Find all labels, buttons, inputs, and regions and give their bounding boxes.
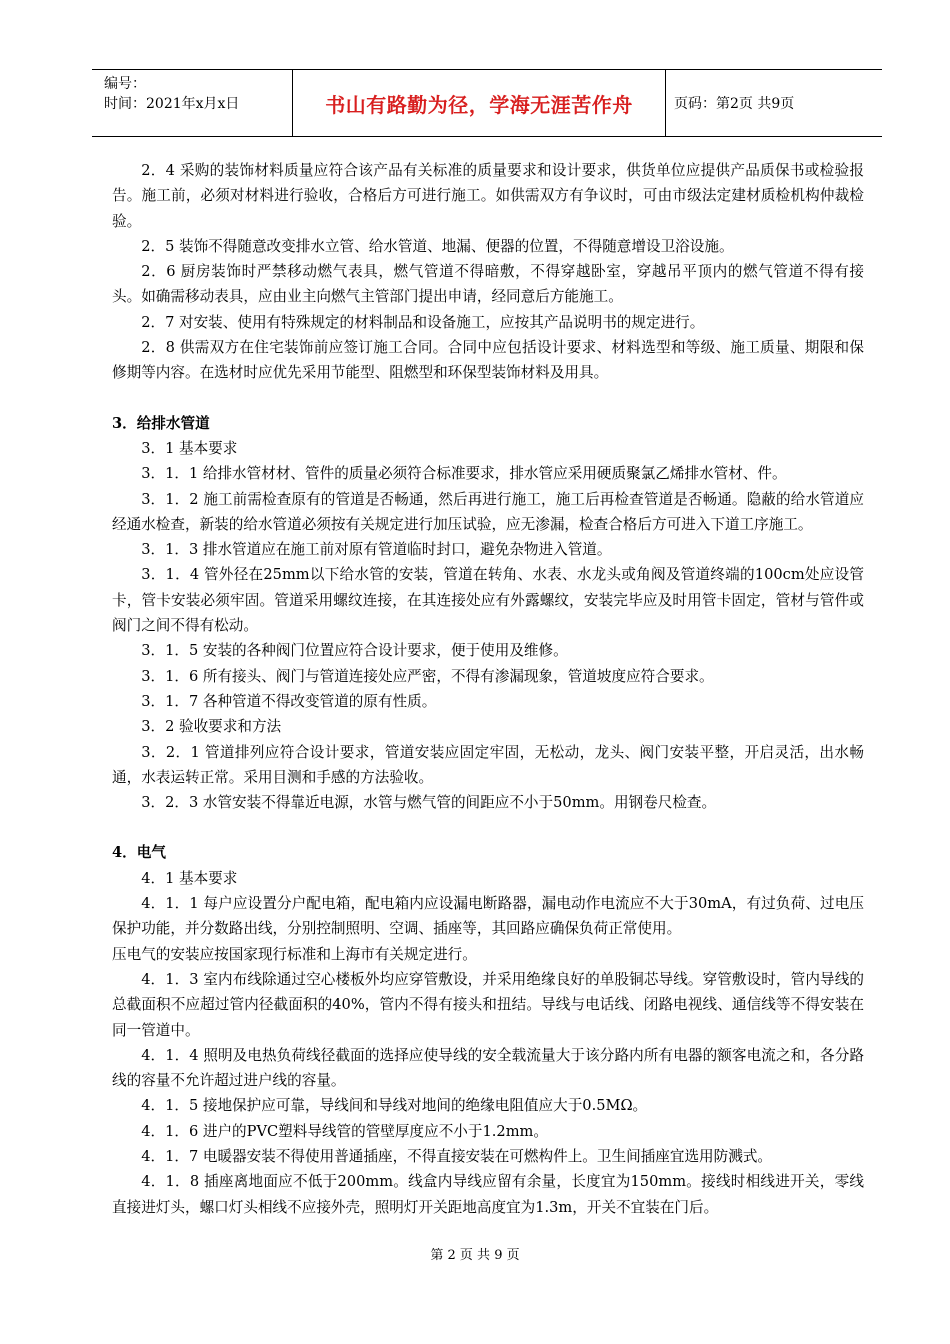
header-motto: 书山有路勤为径，学海无涯苦作舟 xyxy=(325,92,633,117)
paragraph-4-1-5: 4．1．5 接地保护应可靠，导线间和导线对地间的绝缘电阻值应大于0.5MΩ。 xyxy=(141,1097,648,1115)
page-footer xyxy=(0,1244,950,1263)
paragraph-3-1-1: 3．1．1 给排水管材材、管件的质量必须符合标准要求，排水管应采用硬质聚氯乙烯排水管材、件。 xyxy=(141,465,787,483)
paragraph-2-6: 2．6 厨房装饰时严禁移动燃气表具，燃气管道不得暗敷，不得穿越卧室，穿越吊平顶内的燃气管道不得有接头。如确需移动表具，应由业主向燃气主管部门提出申请，经同意后方能施工。 xyxy=(112,263,864,306)
paragraph-3-1-7: 3．1．7 各种管道不得改变管道的原有性质。 xyxy=(141,692,437,710)
paragraph-3-1-5: 3．1．5 安装的各种阀门位置应符合设计要求，便于使用及维修。 xyxy=(141,642,568,660)
paragraph-4-1-6: 4．1．6 进户的PVC塑料导线管的管壁厚度应不小于1.2mm。 xyxy=(141,1122,548,1140)
header-motto-cell xyxy=(293,70,666,136)
paragraph-3-1-4: 3．1．4 管外径在25mm以下给水管的安装，管道在转角、水表、水龙头或角阀及管道终端的100cm处应设管卡，管卡安装必须牢固。管道采用螺纹连接，在其连接处应有外露螺纹，安装完毕应及时用管卡固定，管材与管件或阀门之间不得有松动。 xyxy=(112,566,864,635)
paragraph-2-5: 2．5 装饰不得随意改变排水立管、给水管道、地漏、便器的位置，不得随意增设卫浴设施。 xyxy=(141,237,734,255)
document-body xyxy=(112,158,864,1220)
paragraph-3-1-6: 3．1．6 所有接头、阀门与管道连接处应严密，不得有渗漏现象，管道坡度应符合要求。 xyxy=(141,667,714,685)
header-meta xyxy=(92,70,293,136)
paragraph-4-1-1: 4．1．1 每户应设置分户配电箱，配电箱内应设漏电断路器，漏电动作电流应不大于30mA，有过负荷、过电压保护功能，并分数路出线，分别控制照明、空调、插座等，其回路应确保负荷正常使用。 xyxy=(112,895,864,938)
header-page-info xyxy=(666,70,882,136)
paragraph-4-1-4: 4．1．4 照明及电热负荷线径截面的选择应使导线的安全载流量大于该分路内所有电器的额客电流之和，各分路线的容量不允许超过进户线的容量。 xyxy=(112,1046,864,1090)
time-label: 时间：2021年x月x日 xyxy=(104,96,240,112)
paragraph-4-1: 4．1 基本要求 xyxy=(141,869,238,887)
paragraph-2-7: 2．7 对安装、使用有特殊规定的材料制品和设备施工，应按其产品说明书的规定进行。 xyxy=(141,313,705,331)
section-heading-4: 4．电气 xyxy=(112,844,166,862)
section-heading-3: 3．给排水管道 xyxy=(112,414,210,432)
paragraph-3-1: 3．1 基本要求 xyxy=(141,439,238,457)
paragraph-3-1-2: 3．1．2 施工前需检查原有的管道是否畅通，然后再进行施工，施工后再检查管道是否畅通。隐蔽的给水管道应经通水检查，新装的给水管道必须按有关规定进行加压试验，应无渗漏，检查合格后方可进入下道工序施工。 xyxy=(112,490,864,533)
paragraph-4-1-7: 4．1．7 电暖器安装不得使用普通插座，不得直接安装在可燃构件上。卫生间插座宜选用防溅式。 xyxy=(141,1147,773,1165)
paragraph-3-2: 3．2 验收要求和方法 xyxy=(141,718,282,736)
paragraph-2-4: 2．4 采购的装饰材料质量应符合该产品有关标准的质量要求和设计要求，供货单位应提供产品质保书或检验报告。施工前，必须对材料进行验收，合格后方可进行施工。如供需双方有争议时，可由市级法定建材质检机构仲裁检验。 xyxy=(112,162,864,230)
paragraph-4-1-8: 4．1．8 插座离地面应不低于200mm。线盒内导线应留有余量，长度宜为150mm。接线时相线进开关，零线直接进灯头，螺口灯头相线不应接外壳，照明灯开关距地高度宜为1.3m，开关不宜装在门后。 xyxy=(112,1173,864,1216)
paragraph-2-8: 2．8 供需双方在住宅装饰前应签订施工合同。合同中应包括设计要求、材料选型和等级、施工质量、期限和保修期等内容。在选材时应优先采用节能型、阻燃型和环保型装饰材料及用具。 xyxy=(112,339,864,382)
paragraph-3-2-1: 3．2．1 管道排列应符合设计要求，管道安装应固定牢固，无松动，龙头、阀门安装平整，开启灵活，出水畅通，水表运转正常。采用目测和手感的方法验收。 xyxy=(112,743,864,786)
number-label: 编号： xyxy=(104,76,146,92)
page-info-text: 页码：第2页 共9页 xyxy=(674,96,795,112)
paragraph-3-1-3: 3．1．3 排水管道应在施工前对原有管道临时封口，避免杂物进入管道。 xyxy=(141,541,612,559)
paragraph-3-2-3: 3．2．3 水管安装不得靠近电源，水管与燃气管的间距应不小于50mm。用钢卷尺检查。 xyxy=(141,794,717,812)
footer-page-number: 第 2 页 共 9 页 xyxy=(430,1248,520,1263)
paragraph-4-1-3: 4．1．3 室内布线除通过空心楼板外均应穿管敷设，并采用绝缘良好的单股铜芯导线。穿管敷设时，管内导线的总截面积不应超过管内径截面积的40%，管内不得有接头和扭结。导线与电话线、闭路电视线、通信线等不得安装在同一管道中。 xyxy=(112,970,864,1039)
document-header xyxy=(92,69,882,137)
paragraph-4-1-1-continued: 压电气的安装应按国家现行标准和上海市有关规定进行。 xyxy=(112,945,477,963)
